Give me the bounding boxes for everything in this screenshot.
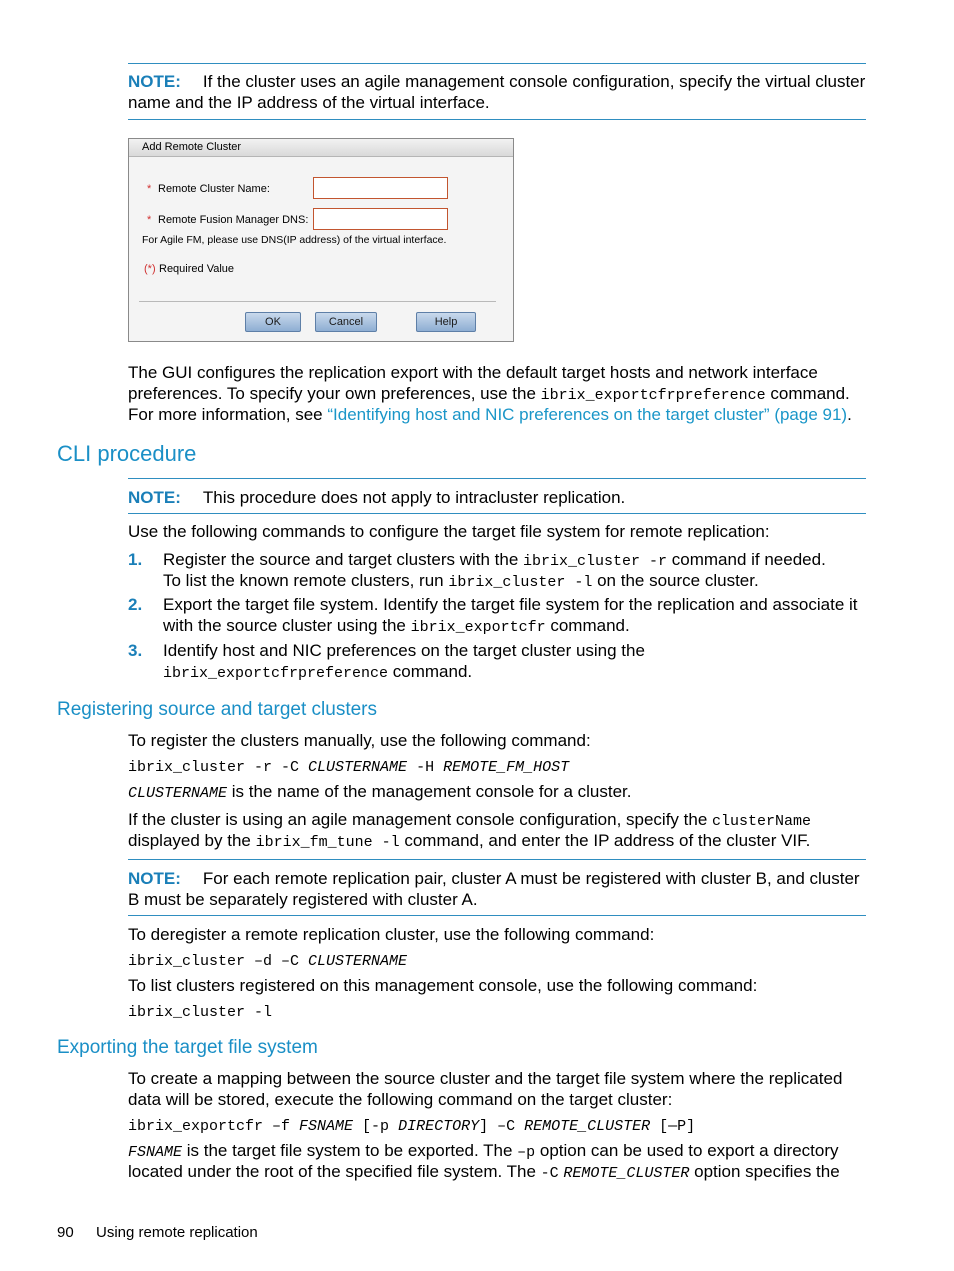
note-label: NOTE: [128, 488, 181, 507]
intro-line3-text: For more information, see [128, 405, 328, 424]
fm-tune-code: ibrix_fm_tune -l [255, 834, 400, 851]
export-cmd-part: [-p [353, 1118, 399, 1135]
agile-para-line1 [128, 809, 868, 832]
register-cmd-remote-fm-host: REMOTE_FM_HOST [443, 759, 570, 776]
note-text: If the cluster uses an agile management console configuration, specify the virtual cluster [202, 72, 866, 91]
export-lead-line1: To create a mapping between the source cluster and the target file system where the replicated [128, 1069, 843, 1088]
remote-fm-dns-label: Remote Fusion Manager DNS: [158, 214, 309, 226]
list-lead: To list clusters registered on this management console, use the following command: [128, 976, 758, 995]
step-1-text-end: command if needed. [667, 550, 826, 569]
intro-line2-end: command. [765, 384, 850, 403]
intro-line2-text: preferences. To specify your own preferences, use the [128, 384, 541, 403]
intro-line2 [128, 383, 868, 406]
note-text: This procedure does not apply to intracluster replication. [202, 488, 626, 507]
exporting-heading: Exporting the target file system [57, 1037, 318, 1058]
remote-cluster-name-label: Remote Cluster Name: [158, 183, 270, 195]
fsname-def-text-end: option can be used to export a directory [535, 1141, 839, 1160]
note-replication-pair [128, 859, 866, 916]
register-lead: To register the clusters manually, use the following command: [128, 731, 591, 750]
note-text: For each remote replication pair, cluster A must be registered with cluster B, and cluster [202, 869, 860, 888]
note-intracluster [128, 478, 866, 514]
step-2-text2: with the source cluster using the [163, 616, 411, 635]
page-91-link[interactable]: “Identifying host and NIC preferences on the target cluster” (page 91) [327, 405, 848, 424]
agile-fm-hint: For Agile FM, please use DNS(IP address) of the virtual interface. [142, 234, 447, 246]
step-3-code: ibrix_exportcfrpreference [163, 665, 389, 682]
fsname-definition-line1 [128, 1140, 868, 1163]
step-3-text2-end: command. [388, 662, 473, 681]
export-cmd-directory: DIRECTORY [398, 1118, 480, 1135]
remote-cluster-def-text-end: option specifies the [689, 1162, 840, 1181]
required-legend-mark: (*) [144, 263, 156, 275]
clustername-param-code: clusterName [712, 813, 812, 830]
intro-line1: The GUI configures the replication export with the default target hosts and network interface [128, 363, 818, 382]
export-lead-line2: data will be stored, execute the following command on the target cluster: [128, 1090, 673, 1109]
cli-procedure-heading: CLI procedure [57, 441, 197, 466]
agile-para-text2: displayed by the [128, 831, 256, 850]
note-text-line1 [128, 71, 868, 92]
required-asterisk-2: * [147, 214, 152, 226]
deregister-cmd-part: ibrix_cluster –d –C [128, 953, 309, 970]
step-1-code2: ibrix_cluster -l [448, 574, 593, 591]
register-cmd-clustername: CLUSTERNAME [308, 759, 408, 776]
agile-para-line2 [128, 830, 868, 853]
export-cmd-part: ibrix_exportcfr –f [128, 1118, 300, 1135]
fsname-definition-line2 [128, 1161, 868, 1184]
step-1-text: Register the source and target clusters with the [163, 550, 524, 569]
cli-lead: Use the following commands to configure the target file system for remote replication: [128, 522, 770, 541]
remote-fm-dns-input[interactable] [313, 208, 448, 230]
step-2-line1: Export the target file system. Identify the target file system for the replication and associate it [163, 595, 858, 614]
ok-button[interactable]: OK [245, 312, 301, 332]
fsname-code: FSNAME [128, 1144, 183, 1161]
cancel-button[interactable]: Cancel [315, 312, 377, 332]
deregister-lead: To deregister a remote replication cluster, use the following command: [128, 925, 655, 944]
footer-section-title: Using remote replication [96, 1224, 258, 1241]
intro-line3 [128, 404, 868, 425]
clustername-code: CLUSTERNAME [128, 785, 228, 802]
register-cmd-part: ibrix_cluster -r -C [128, 759, 309, 776]
fsname-def-text: is the target file system to be exported. The [182, 1141, 518, 1160]
register-command [128, 757, 868, 778]
step-1-line1 [163, 549, 868, 572]
agile-para-text2-end: command, and enter the IP address of the cluster VIF. [399, 831, 811, 850]
list-command: ibrix_cluster -l [128, 1004, 273, 1021]
deregister-cmd-clustername: CLUSTERNAME [308, 953, 408, 970]
dialog-title: Add Remote Cluster [142, 141, 242, 153]
register-cmd-part: -H [407, 759, 444, 776]
export-cmd-remote-cluster: REMOTE_CLUSTER [524, 1118, 651, 1135]
add-remote-cluster-dialog [128, 138, 514, 342]
step-2-line2 [163, 615, 868, 638]
step-1-text2-end: on the source cluster. [592, 571, 759, 590]
clustername-def-text: is the name of the management console for a cluster. [227, 782, 632, 801]
step-1-line2 [163, 570, 868, 593]
note-label: NOTE: [128, 72, 181, 91]
note-pair-line2: B must be separately registered with cluster A. [128, 890, 478, 909]
p-option-code: –p [517, 1144, 536, 1161]
step-2-number: 2. [128, 595, 143, 614]
step-1-text2: To list the known remote clusters, run [163, 571, 449, 590]
registering-heading: Registering source and target clusters [57, 699, 377, 720]
export-cmd-part: ] –C [479, 1118, 525, 1135]
required-asterisk-1: * [147, 183, 152, 195]
remote-cluster-code: REMOTE_CLUSTER [563, 1165, 690, 1182]
step-3-line2 [163, 661, 868, 684]
dialog-separator [139, 301, 496, 302]
note-pair-line1 [128, 868, 868, 889]
note-agile-config [128, 63, 866, 120]
export-cmd-part: [—P] [650, 1118, 696, 1135]
deregister-command [128, 951, 868, 972]
step-3-number: 3. [128, 641, 143, 660]
required-legend-text: Required Value [159, 263, 235, 275]
dialog-title-bar [129, 139, 513, 157]
step-3-line1: Identify host and NIC preferences on the target cluster using the [163, 641, 645, 660]
export-command [128, 1116, 868, 1137]
step-2-text2-end: command. [545, 616, 630, 635]
step-2-code: ibrix_exportcfr [410, 619, 546, 636]
intro-line3-end: . [847, 405, 852, 424]
step-1-number: 1. [128, 550, 143, 569]
agile-para-text: If the cluster is using an agile management console configuration, specify the [128, 810, 713, 829]
help-button[interactable]: Help [416, 312, 476, 332]
remote-cluster-name-input[interactable] [313, 177, 448, 199]
export-cmd-fsname: FSNAME [299, 1118, 354, 1135]
intro-command-code: ibrix_exportcfrpreference [540, 387, 766, 404]
note-intracluster-line [128, 487, 868, 508]
note-text-line2: name and the IP address of the virtual interface. [128, 93, 490, 112]
note-label: NOTE: [128, 869, 181, 888]
step-1-code: ibrix_cluster -r [523, 553, 668, 570]
page-number: 90 [57, 1224, 74, 1241]
clustername-definition [128, 781, 868, 804]
remote-cluster-def-text: located under the root of the specified file system. The [128, 1162, 541, 1181]
c-option-code: -C [540, 1165, 559, 1182]
